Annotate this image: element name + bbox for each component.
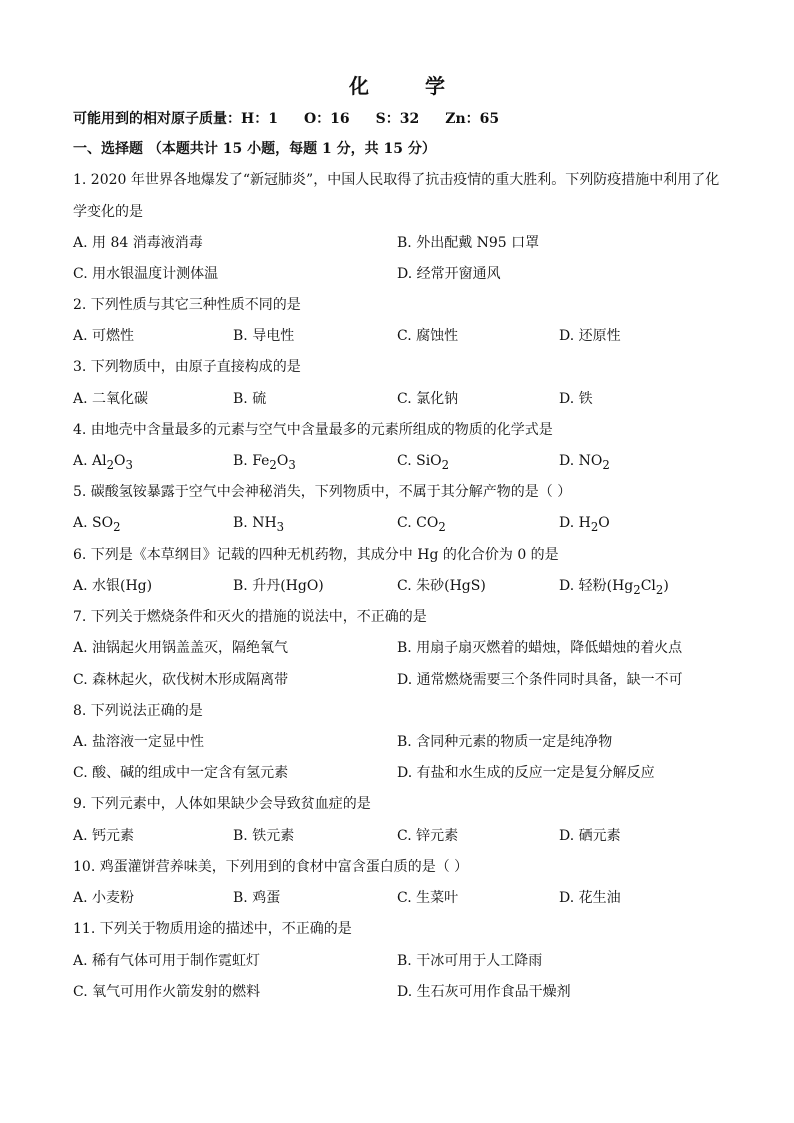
q10-option-d: D. 花生油 [559,890,621,906]
q4-stem: 4. 由地壳中含量最多的元素与空气中含量最多的元素所组成的物质的化学式是 [73,422,553,438]
title-char-1: 化 [349,74,369,98]
q11-options-row-2 [73,982,733,1002]
q5-option-d: D. $H_2O$ [559,515,610,534]
q5-option-b: B. $NH_3$ [233,515,285,534]
q8-option-a: A. 盐溶液一定显中性 [73,734,205,750]
q6-option-c: C. 朱砂(HgS) [397,578,486,594]
q8-option-d: D. 有盐和水生成的反应一定是复分解反应 [397,765,655,781]
title-char-2: 学 [425,74,445,98]
q1-options-row-1 [73,233,733,253]
atom-zn: Zn：65 [445,111,500,127]
q10-option-c: C. 生菜叶 [397,890,459,906]
q11-option-c: C. 氧气可用作火箭发射的燃料 [73,984,261,1000]
q7-options-row-2 [73,670,733,690]
atomic-mass-label: 可能用到的相对原子质量： [73,111,241,127]
q4-option-c: C. SiO$_2$ [397,453,450,472]
q9-option-c: C. 锌元素 [397,828,459,844]
q4-option-b: B. $Fe_2O_3$ [233,453,296,472]
q2-options [73,326,733,346]
q11-options-row-1 [73,951,733,971]
q1-option-d: D. 经常开窗通风 [397,266,501,282]
q7-stem: 7. 下列关于燃烧条件和灭火的措施的说法中，不正确的是 [73,609,427,625]
q1-stem-1: 1. 2020 年世界各地爆发了“新冠肺炎”，中国人民取得了抗击疫情的重大胜利。下列防疫措施中利用了化 [73,172,720,188]
q4-option-a: A. $Al_2O_3$ [73,453,133,472]
q10-options [73,888,733,908]
q3-stem: 3. 下列物质中，由原子直接构成的是 [73,359,301,375]
page-title [0,70,794,99]
q3-option-c: C. 氯化钠 [397,391,459,407]
section-title: 一、选择题 （本题共计 15 小题，每题 1 分，共 15 分） [73,141,436,157]
q7-options-row-1 [73,638,733,658]
q1-options-row-2 [73,264,733,284]
q8-stem: 8. 下列说法正确的是 [73,703,203,719]
q3-option-a: A. 二氧化碳 [73,391,149,407]
q4-options [73,451,733,471]
q11-option-a: A. 稀有气体可用于制作霓虹灯 [73,953,261,969]
q6-option-a: A. 水银(Hg) [73,578,153,594]
atomic-mass-header [73,109,525,129]
q5-stem: 5. 碳酸氢铵暴露于空气中会神秘消失，下列物质中，不属于其分解产物的是（ ） [73,484,572,500]
q7-option-d: D. 通常燃烧需要三个条件同时具备，缺一不可 [397,672,683,688]
q3-options [73,389,733,409]
q9-options [73,826,733,846]
q8-options-row-2 [73,763,733,783]
q3-option-b: B. 硫 [233,391,267,407]
q6-stem: 6. 下列是《本草纲目》记载的四种无机药物，其成分中 Hg 的化合价为 0 的是 [73,547,559,563]
q6-option-d: D. 轻粉$(Hg_2Cl_2)$ [559,578,669,597]
q8-option-b: B. 含同种元素的物质一定是纯净物 [397,734,613,750]
q7-option-c: C. 森林起火，砍伐树木形成隔离带 [73,672,289,688]
q5-option-a: A. $SO_2$ [73,515,121,534]
q9-option-d: D. 硒元素 [559,828,621,844]
q9-option-b: B. 铁元素 [233,828,295,844]
q2-option-a: A. 可燃性 [73,328,135,344]
atom-h: H：1 [241,111,278,127]
q2-option-d: D. 还原性 [559,328,621,344]
q1-option-a: A. 用 84 消毒液消毒 [73,235,203,251]
q2-option-c: C. 腐蚀性 [397,328,459,344]
q5-options [73,513,733,533]
q10-stem: 10. 鸡蛋灌饼营养味美，下列用到的食材中富含蛋白质的是（ ） [73,859,469,875]
q10-option-b: B. 鸡蛋 [233,890,281,906]
q5-option-c: C. $CO_2$ [397,515,446,534]
q10-option-a: A. 小麦粉 [73,890,135,906]
q3-option-d: D. 铁 [559,391,593,407]
q1-option-c: C. 用水银温度计测体温 [73,266,219,282]
atom-s: S：32 [375,111,420,127]
q8-options-row-1 [73,732,733,752]
q9-stem: 9. 下列元素中，人体如果缺少会导致贫血症的是 [73,796,371,812]
q7-option-a: A. 油锅起火用锅盖盖灭，隔绝氧气 [73,640,289,656]
atom-o: O：16 [303,111,350,127]
q4-option-d: D. $NO_2$ [559,453,610,472]
q6-options [73,576,733,596]
q11-stem: 11. 下列关于物质用途的描述中，不正确的是 [73,921,352,937]
q11-option-d: D. 生石灰可用作食品干燥剂 [397,984,571,1000]
q1-option-b: B. 外出配戴 N95 口罩 [397,235,540,251]
q2-option-b: B. 导电性 [233,328,295,344]
q7-option-b: B. 用扇子扇灭燃着的蜡烛，降低蜡烛的着火点 [397,640,683,656]
q6-option-b: B. 升丹(HgO) [233,578,324,594]
q2-stem: 2. 下列性质与其它三种性质不同的是 [73,297,301,313]
q9-option-a: A. 钙元素 [73,828,135,844]
q1-stem-2: 学变化的是 [73,204,143,220]
q8-option-c: C. 酸、碱的组成中一定含有氢元素 [73,765,289,781]
q11-option-b: B. 干冰可用于人工降雨 [397,953,543,969]
